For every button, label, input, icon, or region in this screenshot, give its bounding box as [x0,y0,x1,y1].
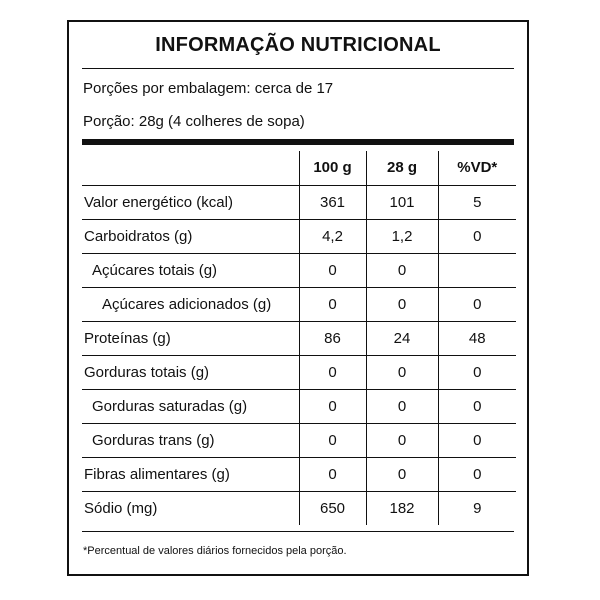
value-serving: 0 [366,253,438,287]
nutrient-label: Gorduras totais (g) [84,363,210,381]
nutrient-label: Valor energético (kcal) [84,193,233,211]
column-header-serving: 28 g [366,151,438,185]
value-100g: 0 [299,389,366,423]
nutrient-label: Sódio (mg) [84,499,158,517]
value-100g: 4,2 [299,219,366,253]
value-100g: 0 [299,457,366,491]
table-row [82,491,516,525]
value-serving: 0 [366,355,438,389]
value-vd: 0 [438,457,516,491]
table-row [82,423,516,457]
nutrient-label: Açúcares adicionados (g) [102,295,272,313]
table-row [82,457,516,491]
value-serving: 182 [366,491,438,525]
value-vd: 0 [438,355,516,389]
table-row [82,287,516,321]
value-serving: 0 [366,457,438,491]
panel-title: INFORMAÇÃO NUTRICIONAL [155,34,441,56]
divider [82,531,514,532]
value-serving: 0 [366,389,438,423]
value-100g: 86 [299,321,366,355]
value-100g: 0 [299,287,366,321]
table-header-row [82,151,516,185]
value-vd: 0 [438,423,516,457]
value-100g: 0 [299,355,366,389]
column-header-vd: %VD* [438,151,516,185]
footnote: *Percentual de valores diários fornecidos pela porção. [83,545,347,557]
value-100g: 650 [299,491,366,525]
value-vd: 5 [438,185,516,219]
nutrient-label: Gorduras saturadas (g) [92,397,248,415]
divider [82,68,514,69]
column-header-nutrient [82,151,299,185]
nutrient-label: Açúcares totais (g) [92,261,218,279]
value-vd [438,253,516,287]
table-row [82,321,516,355]
table-row [82,219,516,253]
value-vd: 0 [438,389,516,423]
value-vd: 0 [438,219,516,253]
value-serving: 101 [366,185,438,219]
table-row [82,389,516,423]
value-100g: 0 [299,253,366,287]
value-100g: 0 [299,423,366,457]
value-vd: 48 [438,321,516,355]
nutrition-table [82,151,516,525]
servings-per-package: Porções por embalagem: cerca de 17 [83,80,334,97]
serving-size: Porção: 28g (4 colheres de sopa) [83,113,305,130]
value-100g: 361 [299,185,366,219]
value-serving: 0 [366,423,438,457]
value-serving: 24 [366,321,438,355]
value-vd: 0 [438,287,516,321]
nutrient-label: Carboidratos (g) [84,227,193,245]
column-header-100g: 100 g [299,151,366,185]
value-vd: 9 [438,491,516,525]
nutrient-label: Gorduras trans (g) [92,431,215,449]
nutrient-label: Proteínas (g) [84,329,171,347]
value-serving: 1,2 [366,219,438,253]
table-row [82,355,516,389]
value-serving: 0 [366,287,438,321]
nutrient-label: Fibras alimentares (g) [84,465,230,483]
table-row [82,253,516,287]
thick-divider [82,139,514,145]
table-row [82,185,516,219]
nutrition-facts-panel [67,20,529,576]
